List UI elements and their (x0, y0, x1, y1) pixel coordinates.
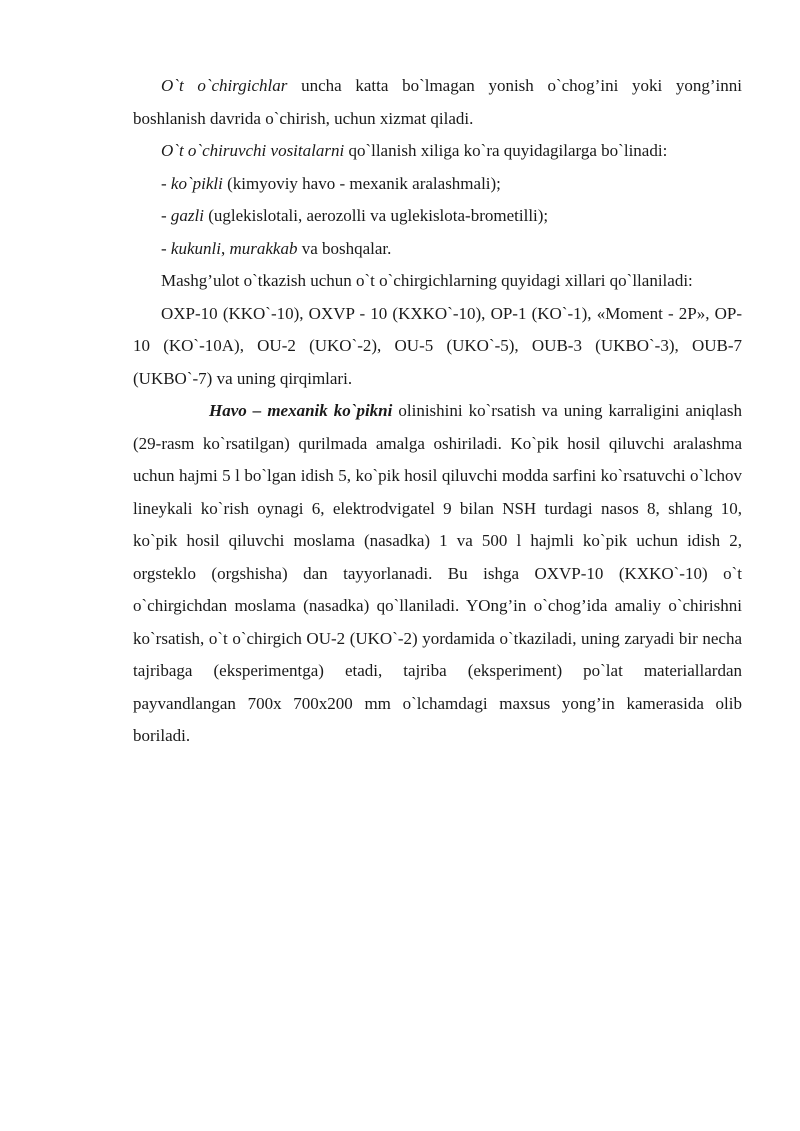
term-extinguishing-agents: O`t o`chiruvchi vositalarni (161, 141, 345, 160)
list-text: va boshqalar. (297, 238, 392, 258)
list-term: kukunli (170, 238, 221, 258)
list-term: gazli (170, 206, 204, 225)
list-dash: - (161, 238, 171, 258)
list-item-gas (133, 200, 742, 233)
paragraph-text: qo`llanish xiliga ko`ra quyidagilarga bo`linadi: (344, 141, 668, 160)
list-item-powder (133, 233, 742, 266)
list-item-foam (133, 168, 742, 201)
paragraph-text: olinishini ko`rsatish va uning karraligini aniqlash (29-rasm ko`rsatilgan) qurilmada amalga oshiriladi. Ko`pik hosil qiluvchi aralashma uchun hajmi 5 l bo`lgan idish 5, ko`pik hosil qiluvchi modda sarfini ko`rsatuvchi o`lchov lineykali ko`rish oynagi 6, elektrodvigatel 9 bilan NSH turdagi nasos 8, shlang 10, ko`pik hosil qiluvchi moslama (nasadka) 1 va 500 l hajmli ko`pik uchun idish 2, orgsteklo (orgshisha) dan tayyorlanadi. Bu ishga OXVP-10 (KXKO`-10) o`t o`chirgichdan moslama (nasadka) qo`llaniladi. YOng’in o`chog’ida amaliy o`chirishni ko`rsatish, o`t o`chirgich OU-2 (UKO`-2) yordamida o`tkaziladi, uning zaryadi bir necha tajribaga (eksperimentga) etadi, tajriba (eksperiment) po`lat materiallardan payvandlangan 700x 700x200 mm o`lchamdagi maxsus yong’in kamerasida olib boriladi. (133, 401, 742, 745)
list-dash: - (161, 206, 171, 225)
document-page (133, 70, 742, 753)
list-text: (uglekislotali, aerozolli va uglekislota-brometilli); (203, 206, 549, 225)
list-text: (kimyoviy havo - mexanik aralashmali); (222, 173, 501, 193)
list-separator: , (220, 238, 230, 258)
paragraph-air-mechanical-foam (133, 395, 742, 753)
list-term: murakkab (229, 238, 298, 258)
paragraph-training-types: Mashg’ulot o`tkazish uchun o`t o`chirgichlarning quyidagi xillari qo`llaniladi: (161, 271, 693, 290)
list-term: ko`pikli (170, 173, 223, 193)
paragraph-model-list: OXP-10 (KKO`-10), OXVP - 10 (KXKO`-10), OP-1 (KO`-1), «Moment - 2P», OP-10 (KO`-10A), OU-2 (UKO`-2), OU-5 (UKO`-5), OUB-3 (UKBO`-3), OUB-7 (UKBO`-7) va uning qirqimlari. (133, 303, 742, 388)
term-fire-extinguishers: O`t o`chirgichlar (161, 76, 288, 95)
paragraph-fire-extinguishers (133, 70, 742, 135)
paragraph-text: uncha katta bo`lmagan yonish o`chog’ini yoki yong’inni boshlanish davrida o`chirish, uchun xizmat qiladi. (133, 76, 742, 128)
paragraph-extinguishing-agents (133, 135, 742, 168)
list-dash: - (161, 173, 171, 193)
term-air-mechanical-foam: Havo – mexanik ko`pikni (209, 401, 393, 420)
